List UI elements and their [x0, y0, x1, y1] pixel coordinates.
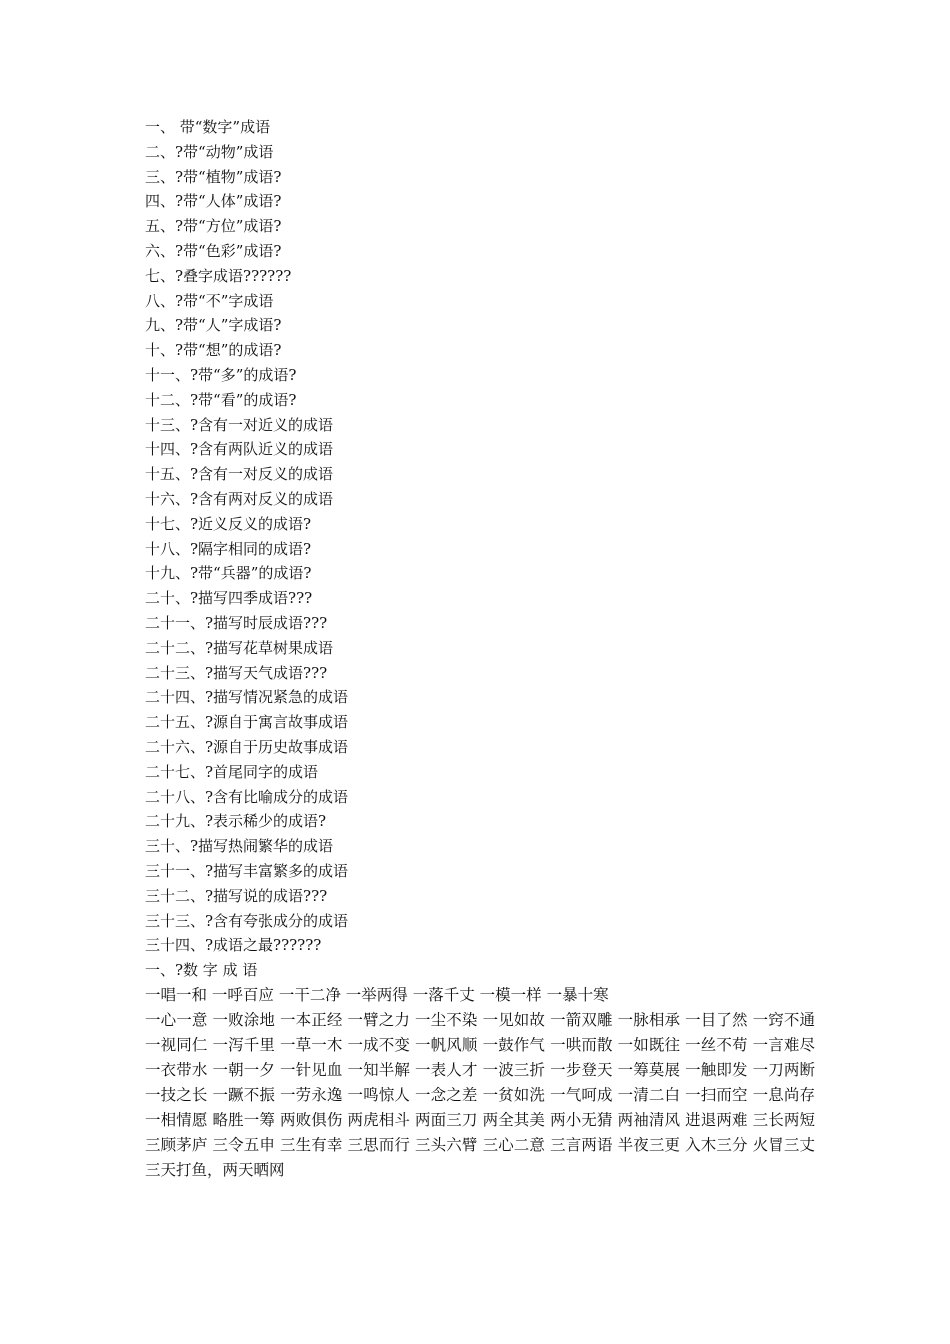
toc-item: 十四、?含有两队近义的成语	[145, 440, 334, 459]
toc-item: 二十二、?描写花草树果成语	[145, 638, 334, 657]
toc-item: 二、?带“动物”成语	[145, 142, 274, 161]
toc-item: 三十一、?描写丰富繁多的成语	[145, 861, 349, 880]
toc-item: 十八、?隔字相同的成语?	[145, 539, 312, 558]
section-heading: 一、?数 字 成 语	[145, 961, 258, 980]
toc-item: 三十、?描写热闹繁华的成语	[145, 837, 334, 856]
toc-item: 二十、?描写四季成语???	[145, 589, 313, 608]
toc-item: 三十三、?含有夸张成分的成语	[145, 911, 349, 930]
toc-item: 一、 带“数字”成语	[145, 118, 271, 136]
toc-item: 七、?叠字成语??????	[145, 266, 292, 285]
toc-item: 三十四、?成语之最??????	[145, 936, 322, 955]
number-idioms-section	[145, 958, 815, 1183]
toc-item: 十一、?带“多”的成语?	[145, 365, 297, 384]
toc-item: 四、?带“人体”成语?	[145, 192, 282, 211]
toc-item: 六、?带“色彩”成语?	[145, 241, 282, 260]
toc-item: 九、?带“人”字成语?	[145, 316, 282, 335]
toc-item: 二十五、?源自于寓言故事成语	[145, 713, 349, 732]
toc-item: 十七、?近义反义的成语?	[145, 514, 312, 533]
toc-item: 十九、?带“兵器”的成语?	[145, 564, 312, 583]
toc-item: 八、?带“不”字成语	[145, 291, 274, 310]
idiom-paragraph: 一心一意 一败涂地 一本正经 一臂之力 一尘不染 一见如故 一箭双雕 一脉相承 一目了然 一窍不通 一视同仁 一泻千里 一草一木 一成不变 一帆风顺 一鼓作气 一哄而散 一如既往 一丝不苟 一言难尽 一衣带水 一朝一夕 一针见血 一知半解 一表人才 一波三折 一步登天 一筹莫展 一触即发 一刀两断 一技之长 一蹶不振 一劳永逸 一鸣惊人 一念之差 一贫如洗 一气呵成 一清二白 一扫而空 一息尚存 一相情愿 略胜一筹 两败俱伤 两虎相斗 两面三刀 两全其美 两小无猜 两袖清风 进退两难 三长两短 三顾茅庐 三令五申 三生有幸 三思而行 三头六臂 三心二意 三言两语 半夜三更 入木三分 火冒三丈 三天打鱼，两天晒网	[145, 1011, 815, 1180]
table-of-contents	[145, 115, 815, 958]
toc-item: 二十四、?描写情况紧急的成语	[145, 688, 349, 707]
toc-item: 五、?带“方位”成语?	[145, 217, 282, 236]
toc-item: 十、?带“想”的成语?	[145, 341, 282, 360]
toc-item: 三十二、?描写说的成语???	[145, 886, 328, 905]
toc-item: 二十九、?表示稀少的成语?	[145, 812, 327, 831]
toc-item: 三、?带“植物”成语?	[145, 167, 282, 186]
toc-item: 十二、?带“看”的成语?	[145, 390, 297, 409]
document-page	[145, 115, 815, 1183]
toc-item: 二十六、?源自于历史故事成语	[145, 737, 349, 756]
toc-item: 十六、?含有两对反义的成语	[145, 489, 334, 508]
toc-item: 十五、?含有一对反义的成语	[145, 465, 334, 484]
toc-item: 二十七、?首尾同字的成语	[145, 762, 319, 781]
toc-item: 二十三、?描写天气成语???	[145, 663, 328, 682]
toc-item: 二十一、?描写时辰成语???	[145, 613, 328, 632]
toc-item: 十三、?含有一对近义的成语	[145, 415, 334, 434]
idiom-line: 一唱一和 一呼百应 一干二净 一举两得 一落千丈 一模一样 一暴十寒	[145, 986, 609, 1005]
toc-item: 二十八、?含有比喻成分的成语	[145, 787, 349, 806]
